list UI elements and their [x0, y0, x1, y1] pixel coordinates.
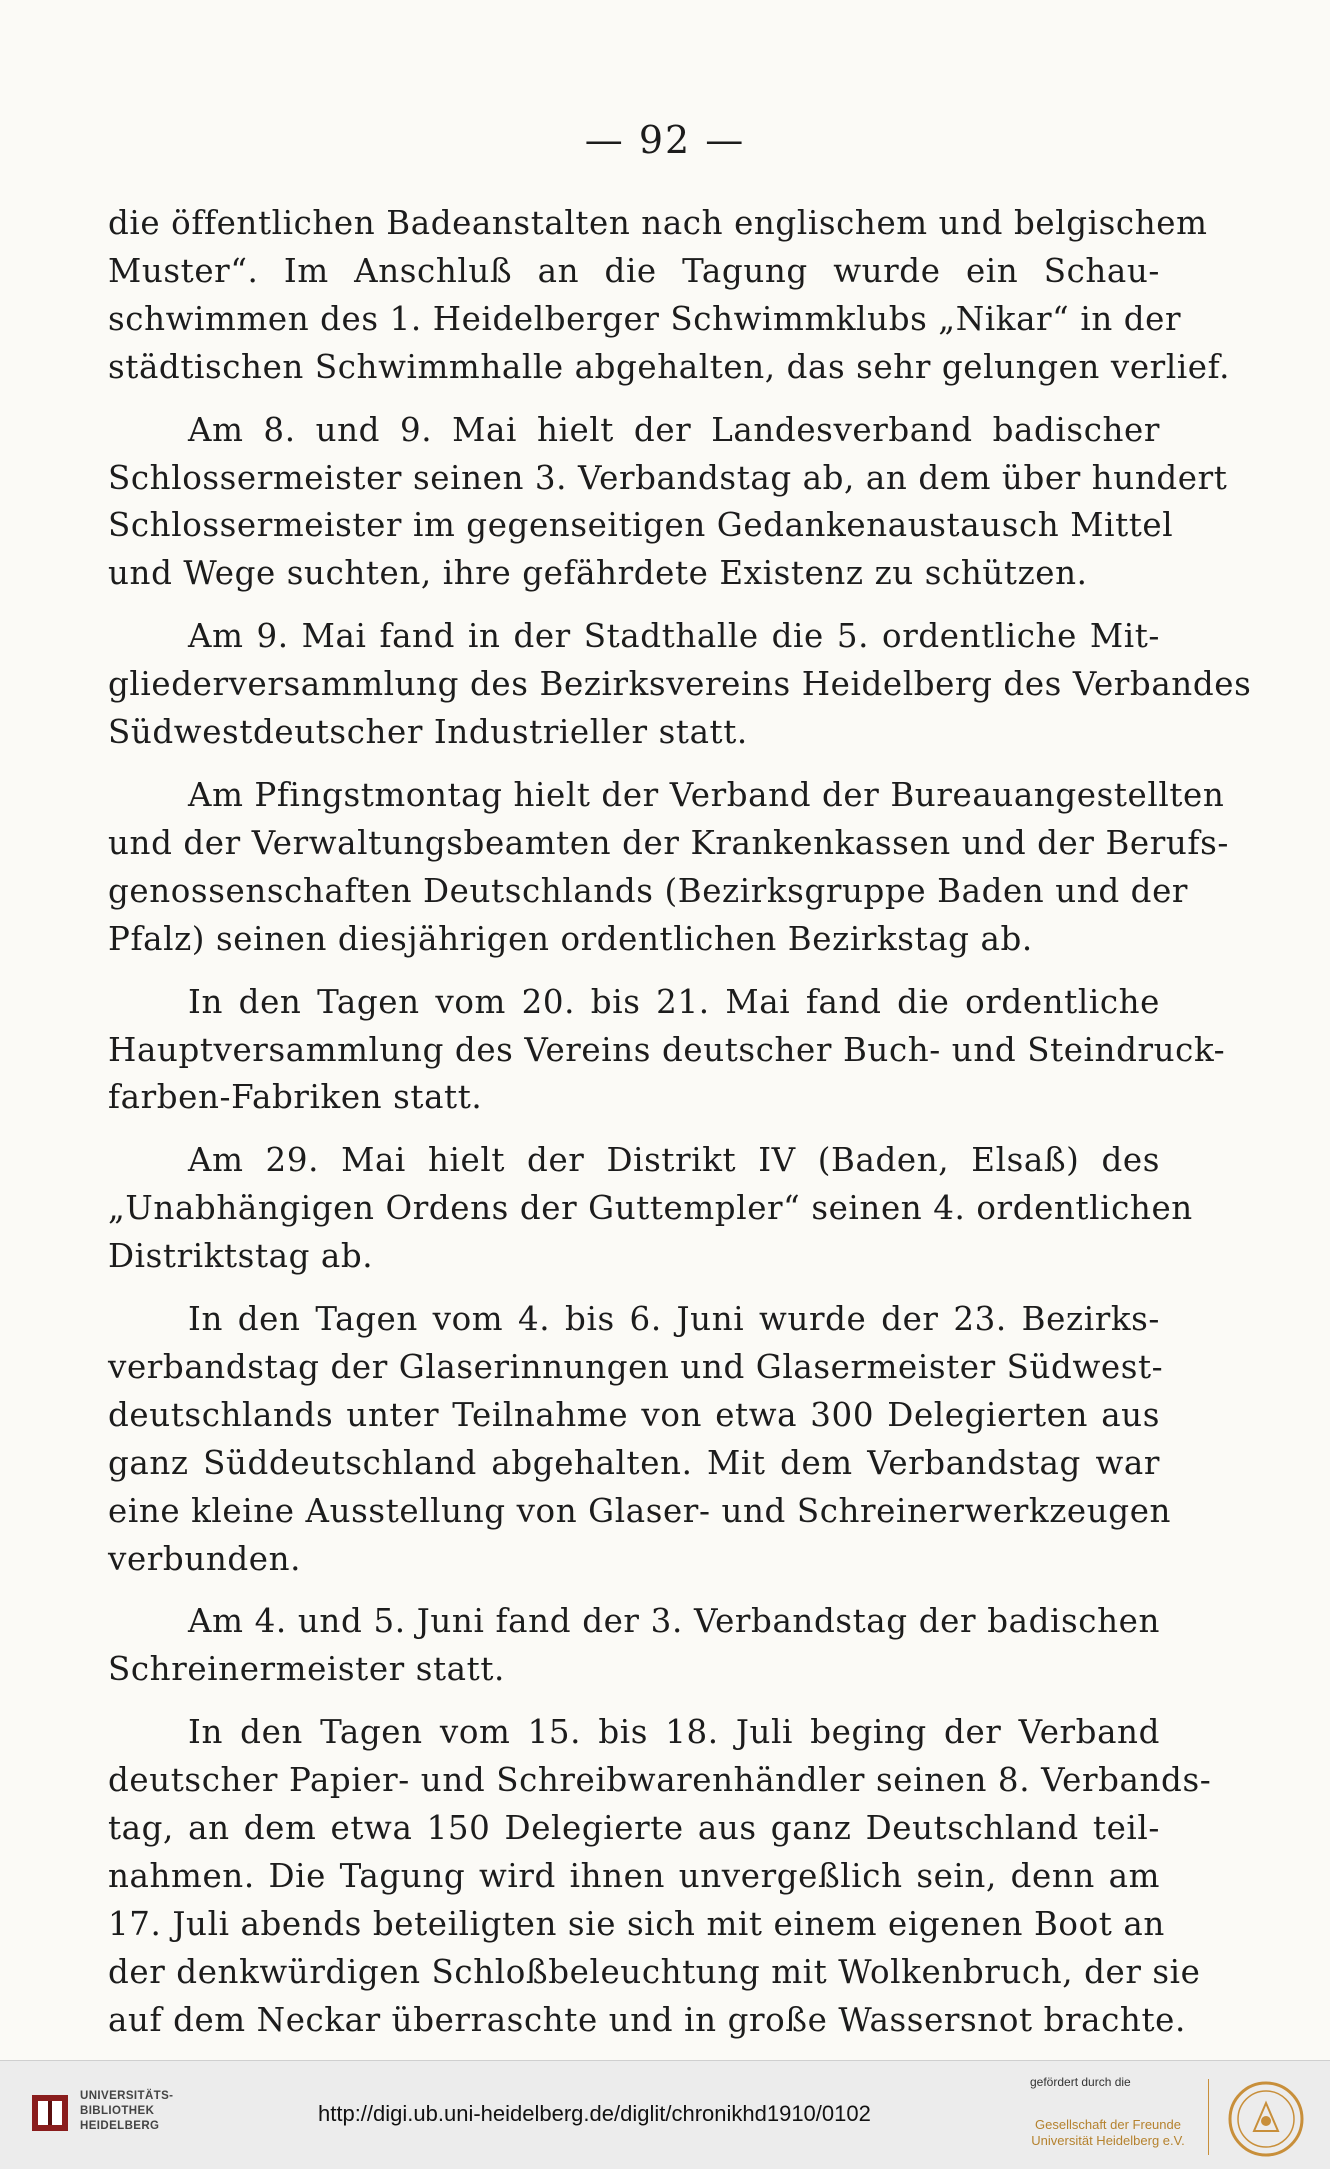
text-line: Am 9. Mai fand in der Stadthalle die 5. ordentliche Mit-: [188, 617, 1160, 656]
library-name-line: HEIDELBERG: [80, 2120, 160, 2132]
text-line: genossenschaften Deutschlands (Bezirksgruppe Baden und der: [108, 871, 1189, 910]
text-line: Am 4. und 5. Juni fand der 3. Verbandstag der badischen: [188, 1602, 1160, 1641]
text-line: Distriktstag ab.: [108, 1237, 374, 1276]
paragraph: [108, 1137, 1193, 1281]
text-line: städtischen Schwimmhalle abgehalten, das sehr gelungen verlief.: [108, 347, 1231, 386]
text-line: 17. Juli abends beteiligten sie sich mit einem eigenen Boot an: [108, 1904, 1165, 1943]
footer-bar: [0, 2060, 1330, 2169]
text-line: ganz Süddeutschland abgehalten. Mit dem Verbandstag war: [108, 1443, 1160, 1482]
paragraph: [108, 613, 1252, 757]
permalink-url[interactable]: http://digi.ub.uni-heidelberg.de/diglit/chronikhd1910/0102: [318, 2101, 871, 2126]
text-line: verbandstag der Glaserinnungen und Glasermeister Südwest-: [108, 1347, 1164, 1386]
paragraph: [108, 1296, 1172, 1583]
ub-book-logo-icon: [30, 2091, 70, 2135]
text-body: [108, 200, 1252, 2045]
text-line: Am 29. Mai hielt der Distrikt IV (Baden, Elsaß) des: [188, 1141, 1160, 1180]
text-line: Schlossermeister seinen 3. Verbandstag ab, an dem über hundert: [108, 458, 1228, 497]
text-line: farben-Fabriken statt.: [108, 1078, 483, 1117]
university-seal-icon: [1228, 2081, 1304, 2157]
text-line: deutscher Papier- und Schreibwarenhändler seinen 8. Verbands-: [108, 1761, 1212, 1800]
library-name-line: UNIVERSITÄTS-: [80, 2090, 174, 2102]
text-line: In den Tagen vom 20. bis 21. Mai fand die ordentliche: [188, 982, 1160, 1021]
footer-divider: [1208, 2079, 1209, 2155]
library-name-line: BIBLIOTHEK: [80, 2105, 155, 2117]
paragraph: [108, 979, 1226, 1123]
text-line: In den Tagen vom 15. bis 18. Juli beging der Verband: [188, 1713, 1160, 1752]
library-name: [80, 2089, 173, 2134]
text-line: nahmen. Die Tagung wird ihnen unvergeßlich sein, denn am: [108, 1857, 1160, 1895]
text-line: auf dem Neckar überraschte und in große Wassersnot brachte.: [108, 2000, 1186, 2039]
text-line: „Unabhängigen Ordens der Guttempler“ seinen 4. ordentlichen: [108, 1189, 1193, 1228]
paragraph: [108, 200, 1231, 392]
paragraph: [108, 772, 1229, 964]
text-line: Schreinermeister statt.: [108, 1650, 505, 1689]
text-line: Schlossermeister im gegenseitigen Gedankenaustausch Mittel: [108, 506, 1174, 545]
paragraph: [108, 1598, 1160, 1694]
text-line: In den Tagen vom 4. bis 6. Juni wurde der 23. Bezirks-: [188, 1300, 1160, 1339]
sponsor-name-line: Gesellschaft der Freunde: [1035, 2117, 1181, 2132]
text-line: Am Pfingstmontag hielt der Verband der Bureauangestellten: [188, 775, 1225, 814]
text-line: Muster“. Im Anschluß an die Tagung wurde ein Schau-: [108, 251, 1160, 290]
paragraph: [108, 1709, 1212, 2044]
text-line: schwimmen des 1. Heidelberger Schwimmklubs „Nikar“ in der: [108, 299, 1182, 338]
sponsor-note: gefördert durch die: [1030, 2075, 1131, 2089]
text-line: und der Verwaltungsbeamten der Krankenkassen und der Berufs-: [108, 823, 1229, 862]
sponsor-name: [1028, 2117, 1188, 2149]
text-line: verbunden.: [108, 1539, 302, 1578]
text-line: deutschlands unter Teilnahme von etwa 300 Delegierten aus: [108, 1395, 1160, 1434]
text-line: tag, an dem etwa 150 Delegierte aus ganz Deutschland teil-: [108, 1809, 1160, 1848]
text-line: gliederversammlung des Bezirksvereins Heidelberg des Verbandes: [108, 665, 1252, 704]
text-line: eine kleine Ausstellung von Glaser- und Schreinerwerkzeugen: [108, 1491, 1172, 1530]
text-line: die öffentlichen Badeanstalten nach englischem und belgischem: [108, 204, 1208, 242]
text-line: Pfalz) seinen diesjährigen ordentlichen Bezirkstag ab.: [108, 919, 1033, 958]
sponsor-name-line: Universität Heidelberg e.V.: [1031, 2133, 1185, 2148]
text-line: Hauptversammlung des Vereins deutscher Buch- und Steindruck-: [108, 1030, 1226, 1069]
text-line: Südwestdeutscher Industrieller statt.: [108, 713, 748, 752]
text-line: der denkwürdigen Schloßbeleuchtung mit Wolkenbruch, der sie: [108, 1952, 1201, 1991]
paragraph: [108, 407, 1228, 599]
page-number: — 92 —: [584, 118, 746, 162]
text-line: Am 8. und 9. Mai hielt der Landesverband badischer: [188, 410, 1160, 449]
text-line: und Wege suchten, ihre gefährdete Existenz zu schützen.: [108, 554, 1088, 593]
